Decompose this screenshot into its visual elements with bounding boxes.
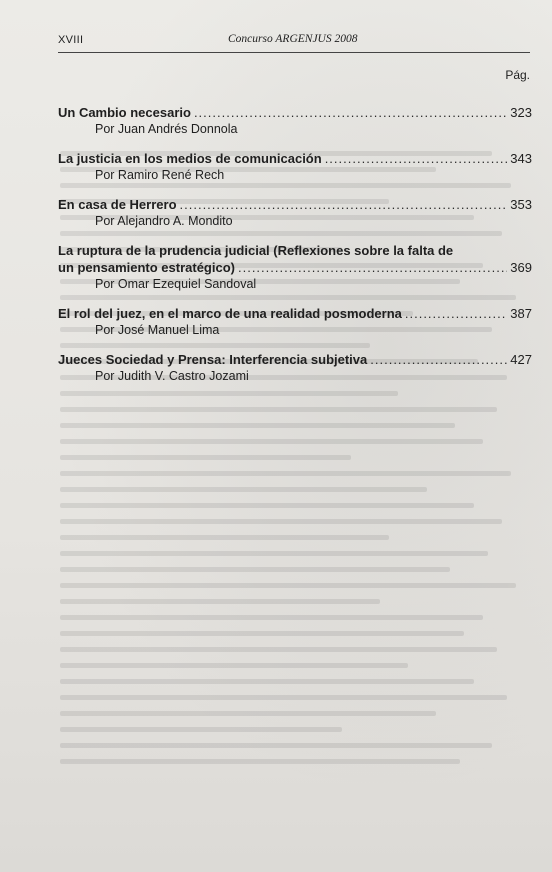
toc-entry-page: 427 — [510, 352, 532, 367]
dot-leader — [325, 150, 508, 167]
toc-entry-title: El rol del juez, en el marco de una realidad posmoderna — [58, 306, 402, 321]
toc-entry-author: Por Omar Ezequiel Sandoval — [95, 277, 257, 291]
toc-entry-page: 369 — [510, 260, 532, 275]
toc-entry-line — [58, 104, 532, 121]
toc-entry-author: Por Juan Andrés Donnola — [95, 122, 238, 136]
toc-entry-title: Un Cambio necesario — [58, 105, 191, 120]
toc-entry-page: 353 — [510, 197, 532, 212]
dot-leader — [180, 196, 508, 213]
dot-leader — [405, 305, 507, 322]
toc-entry-title: un pensamiento estratégico) — [58, 260, 235, 275]
toc-entry — [58, 242, 532, 292]
toc-entry-page: 323 — [510, 105, 532, 120]
toc-entry-author: Por Alejandro A. Mondito — [95, 214, 233, 228]
dot-leader — [238, 259, 507, 276]
dot-leader — [194, 104, 507, 121]
table-of-contents — [58, 104, 532, 397]
running-title: Concurso ARGENJUS 2008 — [228, 33, 358, 45]
toc-entry-line — [58, 305, 532, 322]
toc-entry — [58, 104, 532, 137]
toc-entry-title: En casa de Herrero — [58, 197, 177, 212]
toc-entry — [58, 150, 532, 183]
toc-entry — [58, 351, 532, 384]
toc-entry-page: 343 — [510, 151, 532, 166]
page-header — [58, 34, 530, 53]
page-column-label: Pág. — [505, 68, 530, 82]
toc-entry-title: La justicia en los medios de comunicación — [58, 151, 322, 166]
page-folio: XVIII — [58, 34, 84, 46]
toc-entry-author: Por Judith V. Castro Jozami — [95, 369, 249, 383]
toc-entry-author: Por Ramiro René Rech — [95, 168, 225, 182]
toc-entry-line — [58, 351, 532, 368]
toc-entry-title: Jueces Sociedad y Prensa: Interferencia subjetiva — [58, 352, 368, 367]
toc-entry-line — [58, 150, 532, 167]
toc-entry-title-line1: La ruptura de la prudencia judicial (Reflexiones sobre la falta de — [58, 243, 454, 258]
toc-entry — [58, 196, 532, 229]
toc-entry-page: 387 — [510, 306, 532, 321]
toc-entry — [58, 305, 532, 338]
toc-entry-author: Por José Manuel Lima — [95, 323, 220, 337]
toc-entry-line — [58, 196, 532, 213]
dot-leader — [370, 351, 507, 368]
toc-entry-line — [58, 259, 532, 276]
